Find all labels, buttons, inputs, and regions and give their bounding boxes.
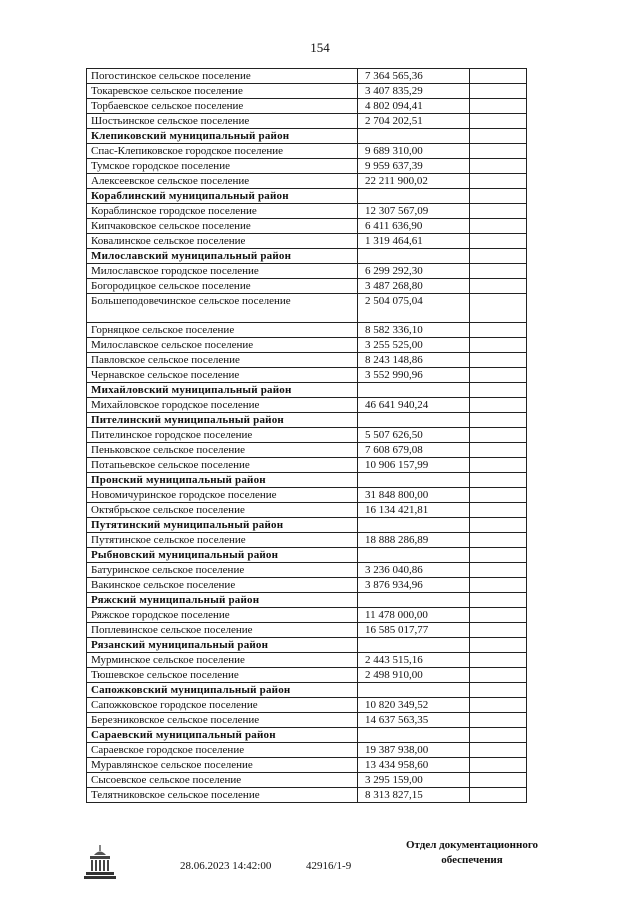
table-row (87, 368, 527, 383)
amount-cell: 2 504 075,04 (358, 294, 470, 323)
settlement-name: Спас-Клепиковское городское поселение (87, 144, 358, 159)
empty-cell (470, 788, 527, 803)
duma-emblem-icon (80, 842, 120, 882)
settlement-name: Тумское городское поселение (87, 159, 358, 174)
table-row (87, 204, 527, 219)
table-row (87, 114, 527, 129)
empty-cell (470, 279, 527, 294)
district-header-row (87, 383, 527, 398)
settlement-name: Поплевинское сельское поселение (87, 623, 358, 638)
amount-cell: 3 295 159,00 (358, 773, 470, 788)
amount-cell: 2 498 910,00 (358, 668, 470, 683)
amount-cell (358, 413, 470, 428)
empty-cell (470, 518, 527, 533)
settlement-name: Сапожковское городское поселение (87, 698, 358, 713)
empty-cell (470, 668, 527, 683)
table-row (87, 69, 527, 84)
settlement-name: Сысоевское сельское поселение (87, 773, 358, 788)
district-header-row (87, 683, 527, 698)
amount-cell: 9 959 637,39 (358, 159, 470, 174)
amount-cell: 3 487 268,80 (358, 279, 470, 294)
district-name: Михайловский муниципальный район (87, 383, 358, 398)
settlement-name: Пителинское городское поселение (87, 428, 358, 443)
empty-cell (470, 653, 527, 668)
table-row (87, 788, 527, 803)
empty-cell (470, 533, 527, 548)
district-header-row (87, 548, 527, 563)
settlement-name: Милославское городское поселение (87, 264, 358, 279)
settlement-name: Батуринское сельское поселение (87, 563, 358, 578)
empty-cell (470, 114, 527, 129)
district-name: Пронский муниципальный район (87, 473, 358, 488)
empty-cell (470, 623, 527, 638)
table-row (87, 219, 527, 234)
amount-cell: 3 876 934,96 (358, 578, 470, 593)
district-name: Сараевский муниципальный район (87, 728, 358, 743)
table-row (87, 353, 527, 368)
table-row (87, 264, 527, 279)
amount-cell (358, 473, 470, 488)
settlement-name: Ковалинское сельское поселение (87, 234, 358, 249)
table-row (87, 458, 527, 473)
document-id: 42916/1-9 (306, 860, 352, 872)
table-row (87, 668, 527, 683)
amount-cell: 4 802 094,41 (358, 99, 470, 114)
amount-cell: 16 585 017,77 (358, 623, 470, 638)
district-header-row (87, 638, 527, 653)
empty-cell (470, 473, 527, 488)
empty-cell (470, 368, 527, 383)
empty-cell (470, 204, 527, 219)
amount-cell: 22 211 900,02 (358, 174, 470, 189)
budget-table (86, 68, 527, 803)
amount-cell (358, 189, 470, 204)
table-row (87, 578, 527, 593)
empty-cell (470, 683, 527, 698)
page-footer (0, 838, 640, 898)
district-header-row (87, 518, 527, 533)
empty-cell (470, 99, 527, 114)
district-header-row (87, 413, 527, 428)
amount-cell: 2 443 515,16 (358, 653, 470, 668)
empty-cell (470, 458, 527, 473)
department-line-1: Отдел документационного (405, 839, 539, 851)
amount-cell: 3 255 525,00 (358, 338, 470, 353)
table-body (87, 69, 527, 803)
table-row (87, 758, 527, 773)
table-row (87, 563, 527, 578)
settlement-name: Березниковское сельское поселение (87, 713, 358, 728)
amount-cell: 6 411 636,90 (358, 219, 470, 234)
empty-cell (470, 443, 527, 458)
amount-cell (358, 593, 470, 608)
settlement-name: Ряжское городское поселение (87, 608, 358, 623)
amount-cell: 31 848 800,00 (358, 488, 470, 503)
settlement-name: Торбаевское сельское поселение (87, 99, 358, 114)
settlement-name: Алексеевское сельское поселение (87, 174, 358, 189)
amount-cell: 10 820 349,52 (358, 698, 470, 713)
empty-cell (470, 578, 527, 593)
settlement-name: Сараевское городское поселение (87, 743, 358, 758)
empty-cell (470, 743, 527, 758)
amount-cell (358, 383, 470, 398)
settlement-name: Вакинское сельское поселение (87, 578, 358, 593)
empty-cell (470, 428, 527, 443)
district-name: Сапожковский муниципальный район (87, 683, 358, 698)
table-row (87, 159, 527, 174)
empty-cell (470, 234, 527, 249)
empty-cell (470, 413, 527, 428)
amount-cell: 13 434 958,60 (358, 758, 470, 773)
empty-cell (470, 608, 527, 623)
amount-cell: 8 243 148,86 (358, 353, 470, 368)
empty-cell (470, 713, 527, 728)
table-row (87, 698, 527, 713)
table-row (87, 623, 527, 638)
district-name: Путятинский муниципальный район (87, 518, 358, 533)
table-row (87, 234, 527, 249)
page-number: 154 (310, 40, 330, 55)
district-header-row (87, 473, 527, 488)
district-header-row (87, 129, 527, 144)
amount-cell: 9 689 310,00 (358, 144, 470, 159)
amount-cell: 3 552 990,96 (358, 368, 470, 383)
settlement-name: Чернавское сельское поселение (87, 368, 358, 383)
empty-cell (470, 698, 527, 713)
settlement-name: Муравлянское сельское поселение (87, 758, 358, 773)
empty-cell (470, 84, 527, 99)
empty-cell (470, 159, 527, 174)
empty-cell (470, 129, 527, 144)
table-row (87, 608, 527, 623)
amount-cell: 5 507 626,50 (358, 428, 470, 443)
amount-cell: 6 299 292,30 (358, 264, 470, 279)
settlement-name: Мурминское сельское поселение (87, 653, 358, 668)
district-header-row (87, 189, 527, 204)
amount-cell: 10 906 157,99 (358, 458, 470, 473)
settlement-name: Потапьевское сельское поселение (87, 458, 358, 473)
settlement-name: Телятниковское сельское поселение (87, 788, 358, 803)
table-row (87, 443, 527, 458)
amount-cell: 14 637 563,35 (358, 713, 470, 728)
empty-cell (470, 728, 527, 743)
settlement-name: Новомичуринское городское поселение (87, 488, 358, 503)
table-row (87, 398, 527, 413)
settlement-name: Большеподовечинское сельское поселение (87, 294, 358, 323)
empty-cell (470, 323, 527, 338)
amount-cell: 8 313 827,15 (358, 788, 470, 803)
empty-cell (470, 189, 527, 204)
empty-cell (470, 638, 527, 653)
amount-cell (358, 728, 470, 743)
settlement-name: Путятинское сельское поселение (87, 533, 358, 548)
district-header-row (87, 593, 527, 608)
table-row (87, 653, 527, 668)
empty-cell (470, 69, 527, 84)
amount-cell: 7 364 565,36 (358, 69, 470, 84)
table-row (87, 488, 527, 503)
amount-cell (358, 129, 470, 144)
amount-cell: 16 134 421,81 (358, 503, 470, 518)
settlement-name: Октябрьское сельское поселение (87, 503, 358, 518)
settlement-name: Милославское сельское поселение (87, 338, 358, 353)
district-name: Кораблинский муниципальный район (87, 189, 358, 204)
empty-cell (470, 563, 527, 578)
empty-cell (470, 249, 527, 264)
settlement-name: Богородицкое сельское поселение (87, 279, 358, 294)
empty-cell (470, 294, 527, 323)
amount-cell (358, 683, 470, 698)
district-name: Ряжский муниципальный район (87, 593, 358, 608)
empty-cell (470, 488, 527, 503)
amount-cell (358, 518, 470, 533)
empty-cell (470, 593, 527, 608)
settlement-name: Пеньковское сельское поселение (87, 443, 358, 458)
timestamp: 28.06.2023 14:42:00 (180, 860, 272, 872)
amount-cell: 8 582 336,10 (358, 323, 470, 338)
table-row (87, 713, 527, 728)
table-row (87, 428, 527, 443)
empty-cell (470, 758, 527, 773)
table-row (87, 503, 527, 518)
district-name: Клепиковский муниципальный район (87, 129, 358, 144)
amount-cell: 11 478 000,00 (358, 608, 470, 623)
empty-cell (470, 503, 527, 518)
table-row (87, 743, 527, 758)
settlement-name: Кипчаковское сельское поселение (87, 219, 358, 234)
settlement-name: Павловское сельское поселение (87, 353, 358, 368)
department-line-2: обеспечения (441, 854, 503, 866)
settlement-name: Шостьинское сельское поселение (87, 114, 358, 129)
amount-cell: 1 319 464,61 (358, 234, 470, 249)
empty-cell (470, 219, 527, 234)
table-row (87, 99, 527, 114)
amount-cell: 2 704 202,51 (358, 114, 470, 129)
amount-cell: 46 641 940,24 (358, 398, 470, 413)
amount-cell: 3 407 835,29 (358, 84, 470, 99)
table-row (87, 773, 527, 788)
empty-cell (470, 383, 527, 398)
empty-cell (470, 144, 527, 159)
amount-cell: 3 236 040,86 (358, 563, 470, 578)
department-stamp (392, 838, 552, 868)
district-name: Рязанский муниципальный район (87, 638, 358, 653)
district-name: Пителинский муниципальный район (87, 413, 358, 428)
district-header-row (87, 728, 527, 743)
table-row (87, 323, 527, 338)
table-row (87, 533, 527, 548)
district-header-row (87, 249, 527, 264)
settlement-name: Токаревское сельское поселение (87, 84, 358, 99)
amount-cell (358, 548, 470, 563)
empty-cell (470, 773, 527, 788)
amount-cell: 19 387 938,00 (358, 743, 470, 758)
table-row (87, 279, 527, 294)
table-row (87, 174, 527, 189)
settlement-name: Михайловское городское поселение (87, 398, 358, 413)
amount-cell (358, 638, 470, 653)
table-row (87, 294, 527, 323)
empty-cell (470, 398, 527, 413)
table-row (87, 144, 527, 159)
amount-cell: 12 307 567,09 (358, 204, 470, 219)
empty-cell (470, 338, 527, 353)
settlement-name: Кораблинское городское поселение (87, 204, 358, 219)
table-row (87, 84, 527, 99)
district-name: Рыбновский муниципальный район (87, 548, 358, 563)
table-row (87, 338, 527, 353)
settlement-name: Тюшевское сельское поселение (87, 668, 358, 683)
empty-cell (470, 548, 527, 563)
empty-cell (470, 264, 527, 279)
district-name: Милославский муниципальный район (87, 249, 358, 264)
amount-cell (358, 249, 470, 264)
settlement-name: Горняцкое сельское поселение (87, 323, 358, 338)
empty-cell (470, 353, 527, 368)
amount-cell: 7 608 679,08 (358, 443, 470, 458)
settlement-name: Погостинское сельское поселение (87, 69, 358, 84)
empty-cell (470, 174, 527, 189)
amount-cell: 18 888 286,89 (358, 533, 470, 548)
